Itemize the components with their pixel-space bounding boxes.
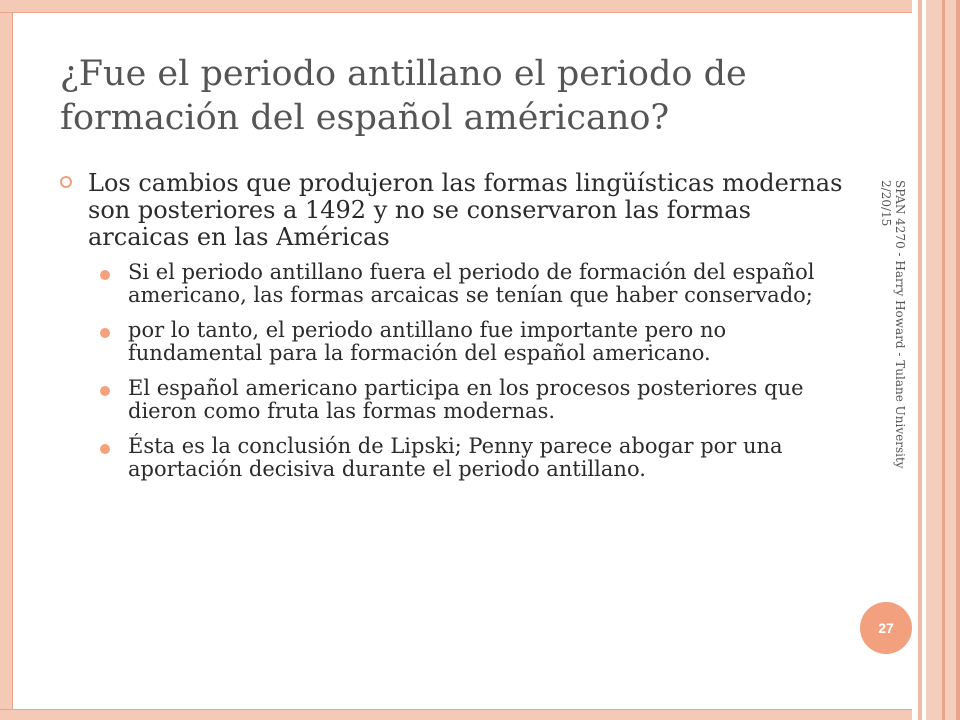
- sub-bullet-list: [60, 261, 850, 481]
- slide-frame-bottom: [0, 709, 920, 720]
- dot-bullet-icon: [100, 270, 110, 280]
- page-number-badge: 27: [860, 602, 912, 654]
- dot-bullet-icon: [100, 444, 110, 454]
- sub-bullet-text: por lo tanto, el periodo antillano fue importante pero no fundamental para la formación del español americano.: [128, 318, 727, 365]
- slide-frame-top: [0, 0, 920, 13]
- sub-bullet-item: [100, 377, 850, 423]
- main-bullet-text: Los cambios que produjeron las formas lingüísticas modernas son posteriores a 1492 y no se conservaron las formas arcaicas en las Américas: [88, 169, 843, 251]
- dot-bullet-icon: [100, 386, 110, 396]
- sub-bullet-text: Ésta es la conclusión de Lipski; Penny parece abogar por una aportación decisiva durante el periodo antillano.: [128, 434, 783, 481]
- slide-title: ¿Fue el periodo antillano el periodo de formación del español américano?: [60, 54, 747, 138]
- dot-bullet-icon: [100, 328, 110, 338]
- footer-course: SPAN 4270 - Harry Howard - Tulane University: [893, 180, 907, 469]
- sub-bullet-text: Si el periodo antillano fuera el periodo de formación del español americano, las formas arcaicas se tenían que haber conservado;: [128, 260, 815, 307]
- ring-bullet-icon: [60, 176, 72, 188]
- vertical-footer: [878, 180, 908, 580]
- footer-date: 2/20/15: [879, 180, 893, 227]
- decorative-right-stripes: [912, 0, 960, 720]
- sub-bullet-item: [100, 435, 850, 481]
- slide-content: [60, 170, 850, 493]
- sub-bullet-item: [100, 261, 850, 307]
- slide-frame-left: [0, 0, 13, 720]
- sub-bullet-text: El español americano participa en los procesos posteriores que dieron como fruta las formas modernas.: [128, 376, 804, 423]
- main-bullet: [60, 170, 850, 251]
- sub-bullet-item: [100, 319, 850, 365]
